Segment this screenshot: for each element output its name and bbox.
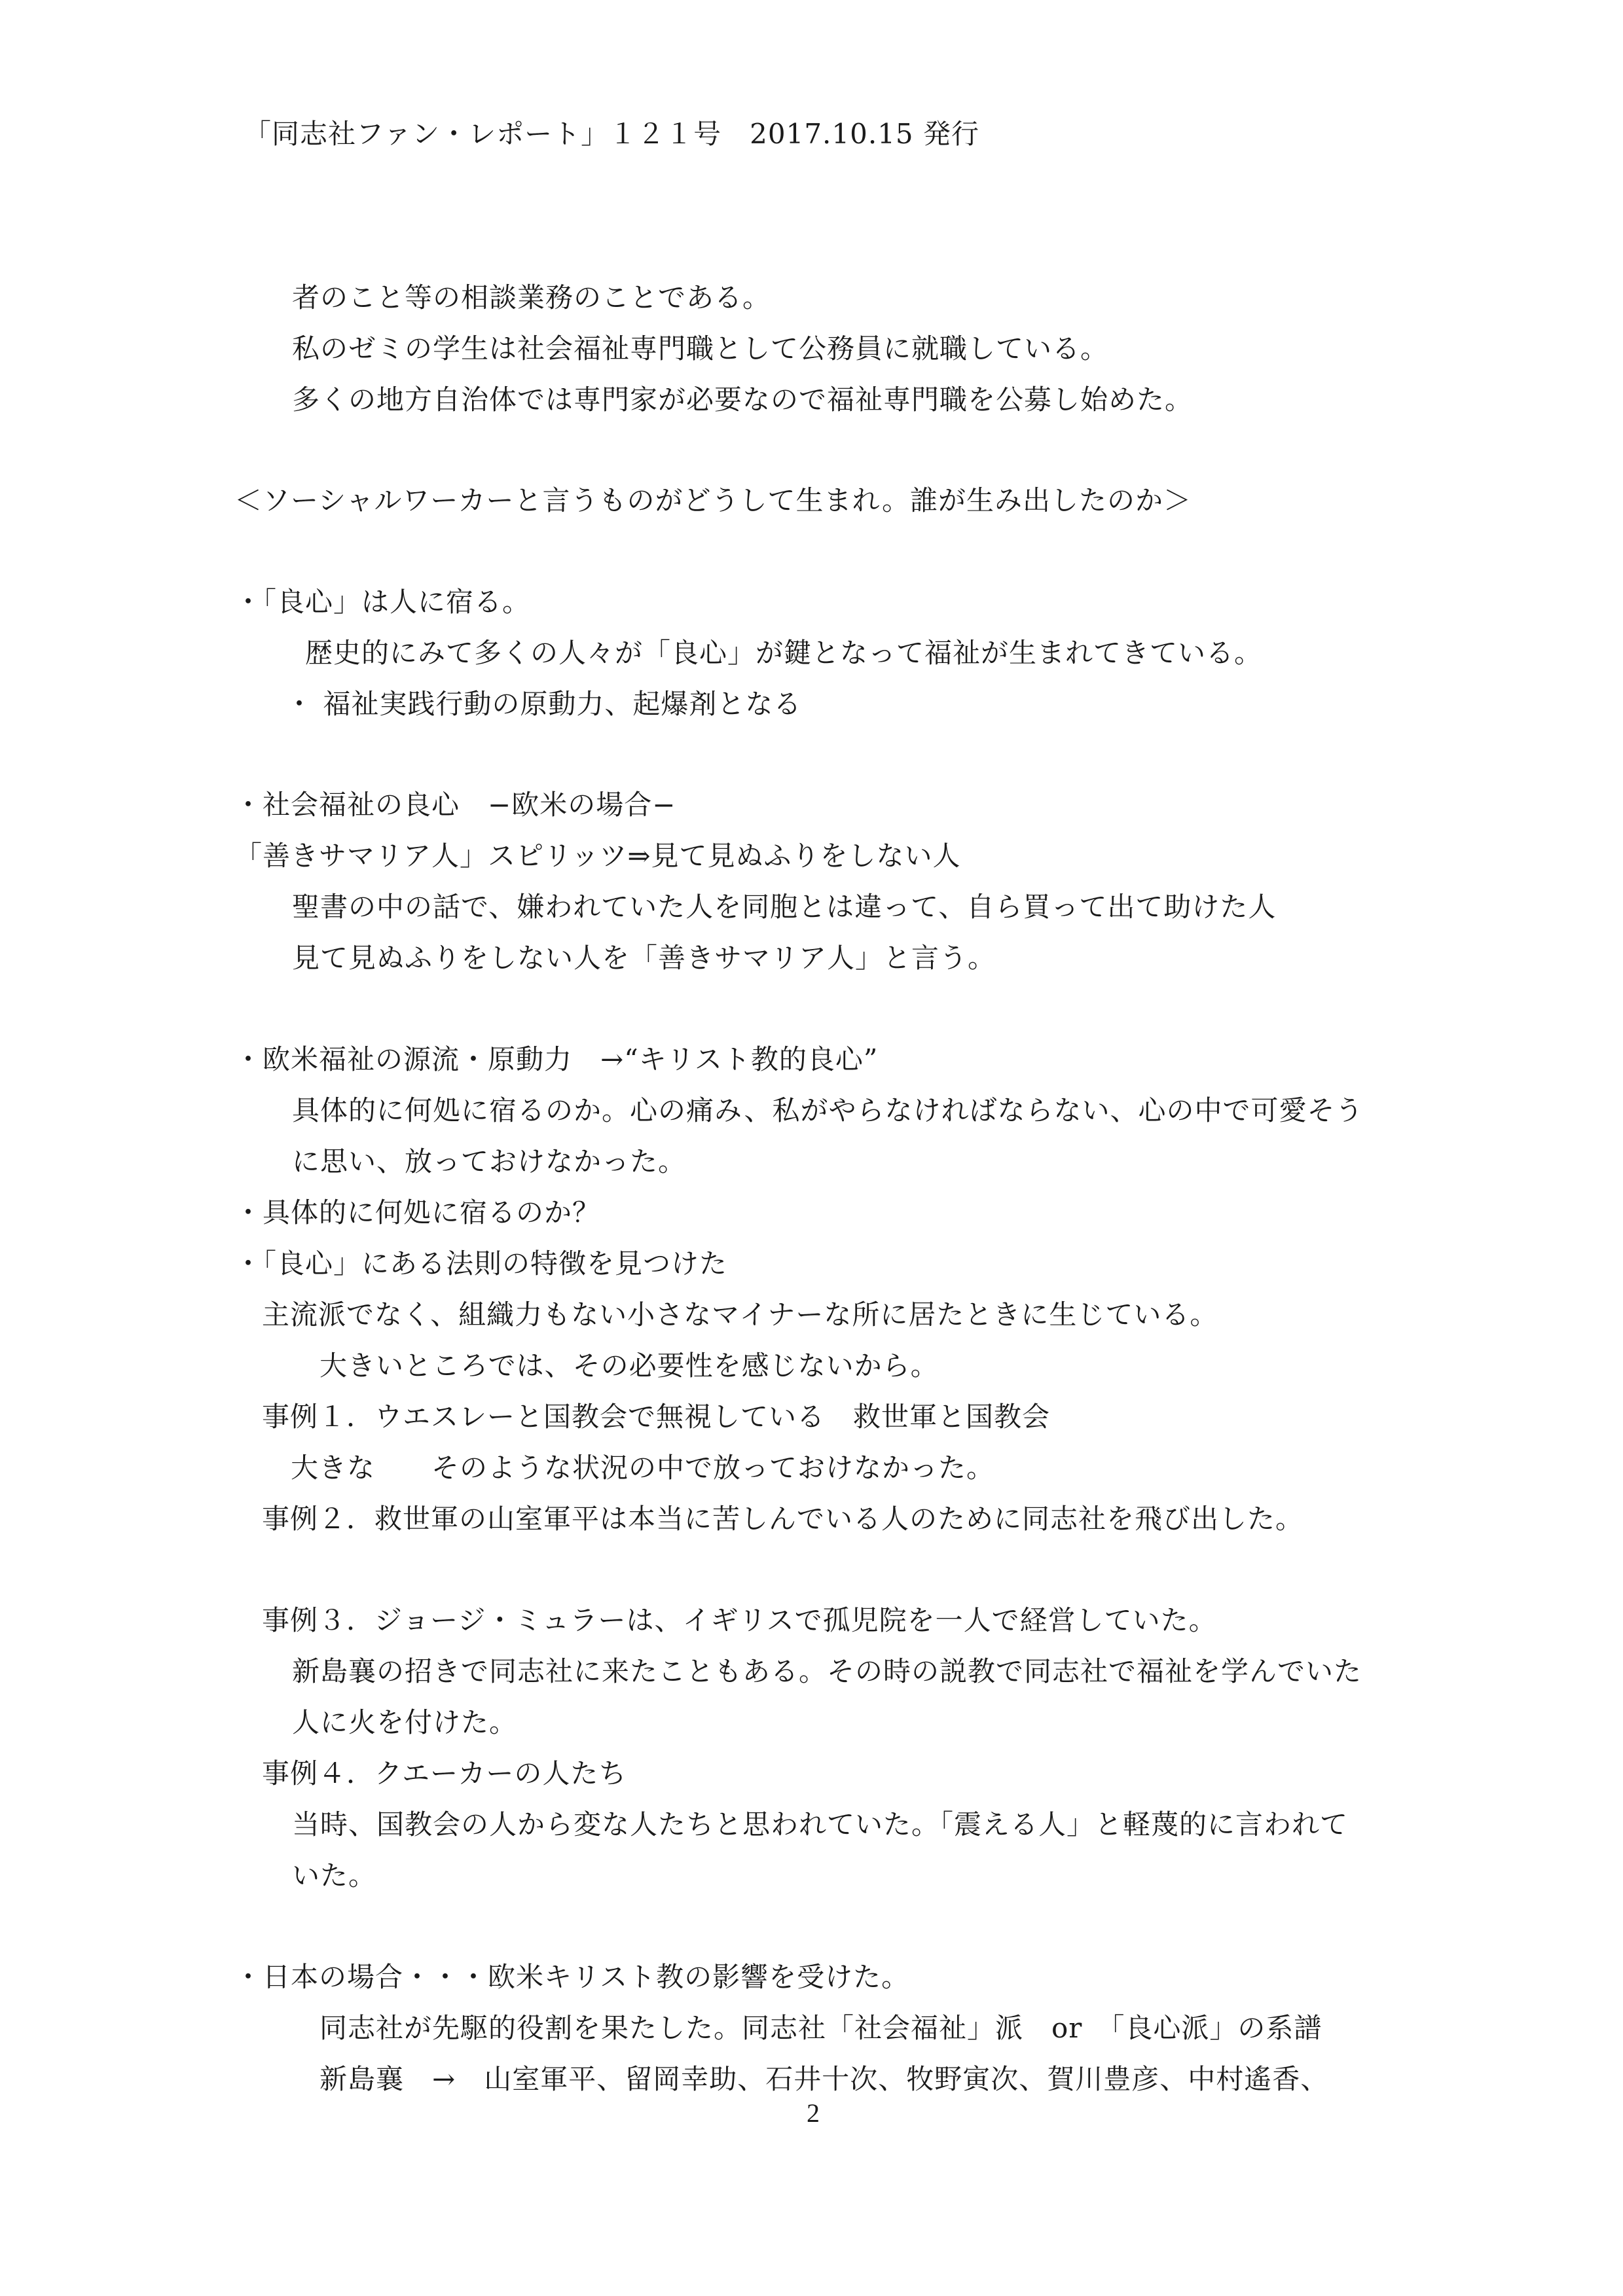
text-line: 聖書の中の話で、嫌われていた人を同胞とは違って、自ら買って出て助けた人 — [292, 891, 1277, 923]
text-line: ・ 福祉実践行動の原動力、起爆剤となる — [285, 688, 802, 720]
text-line: 新島襄の招きで同志社に来たこともある。その時の説教で同志社で福祉を学んでいた — [292, 1655, 1362, 1687]
text-line: 大きな そのような状況の中で放っておけなかった。 — [291, 1452, 995, 1484]
text-line: ・欧米福祉の源流・原動力 →“キリスト教的良心” — [234, 1043, 879, 1075]
text-line: ・「良心」は人に宿る。 — [234, 586, 531, 618]
text-line: 見て見ぬふりをしない人を「善きサマリア人」と言う。 — [292, 942, 996, 974]
text-line: 新島襄 → 山室軍平、留岡幸助、石井十次、牧野寅次、賀川豊彦、中村遙香、 — [319, 2063, 1329, 2095]
text-line: 事例１．ウエスレーと国教会で無視している 救世軍と国教会 — [262, 1401, 1051, 1433]
text-line: 「善きサマリア人」スピリッツ⇒見て見ぬふりをしない人 — [234, 840, 961, 872]
text-line: ・「良心」にある法則の特徴を見つけた — [234, 1247, 728, 1280]
text-line: ・具体的に何処に宿るのか？ — [234, 1196, 601, 1229]
text-line: 同志社が先駆的役割を果たした。同志社「社会福祉」派 or 「良心派」の系譜 — [319, 2012, 1322, 2044]
text-line: 具体的に何処に宿るのか。心の痛み、私がやらなければならない、心の中で可愛そう — [292, 1094, 1364, 1126]
text-line: 大きいところでは、その必要性を感じないから。 — [319, 1350, 939, 1382]
text-line: 多くの地方自治体では専門家が必要なので福祉専門職を公募し始めた。 — [292, 384, 1194, 416]
report-header: 「同志社ファン・レポート」１２１号 2017.10.15 発行 — [244, 118, 979, 150]
text-line: ・日本の場合・・・欧米キリスト教の影響を受けた。 — [234, 1961, 910, 1993]
text-line: ・社会福祉の良心 −欧米の場合− — [234, 789, 676, 821]
text-line: 事例４．クエーカーの人たち — [262, 1757, 627, 1789]
text-line: 歴史的にみて多くの人々が「良心」が鍵となって福祉が生まれてきている。 — [305, 637, 1263, 669]
text-line: 事例２．救世軍の山室軍平は本当に苦しんでいる人のために同志社を飛び出した。 — [262, 1503, 1304, 1535]
text-line: 主流派でなく、組織力もない小さなマイナーな所に居たときに生じている。 — [262, 1299, 1218, 1331]
text-line: 人に火を付けた。 — [292, 1706, 518, 1738]
text-line: ＜ソーシャルワーカーと言うものがどうして生まれ。誰が生み出したのか＞ — [234, 484, 1192, 516]
page-number: 2 — [807, 2098, 820, 2128]
text-line: 私のゼミの学生は社会福祉専門職として公務員に就職している。 — [292, 332, 1109, 365]
text-line: 事例３．ジョージ・ミュラーは、イギリスで孤児院を一人で経営していた。 — [262, 1604, 1217, 1636]
text-line: 当時、国教会の人から変な人たちと思われていた。「震える人」と軽蔑的に言われて — [292, 1808, 1349, 1840]
text-line: 者のこと等の相談業務のことである。 — [292, 281, 771, 314]
text-line: に思い、放っておけなかった。 — [292, 1145, 687, 1177]
text-line: いた。 — [292, 1859, 377, 1892]
